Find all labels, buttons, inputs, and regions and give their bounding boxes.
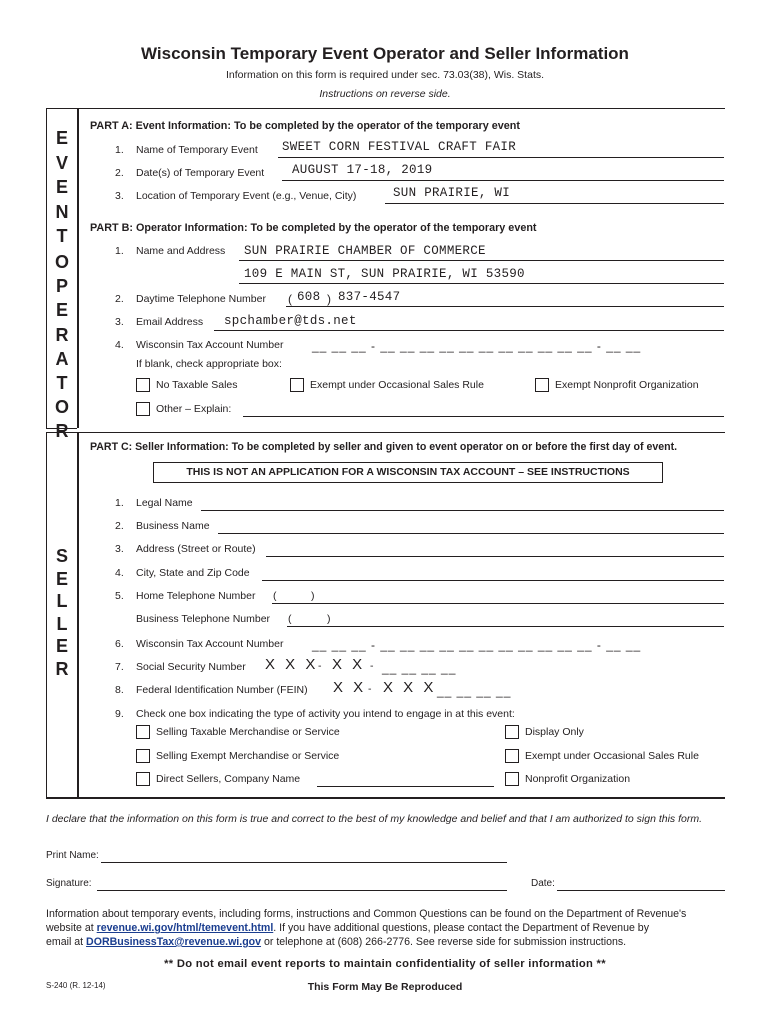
phone-close-paren: ) bbox=[327, 292, 331, 306]
ssn-sep-1: - bbox=[318, 660, 322, 672]
home-phone-field[interactable] bbox=[272, 603, 724, 604]
home-phone-open-paren: ( bbox=[273, 590, 277, 602]
operator-tax-field[interactable]: __ __ __ - __ __ __ __ __ __ __ __ __ __ __ - __ __ bbox=[312, 339, 642, 353]
legal-name-field[interactable] bbox=[201, 510, 724, 511]
part-b-num-4: 4. bbox=[115, 339, 124, 351]
partc-top bbox=[77, 432, 725, 433]
selling-taxable-checkbox[interactable] bbox=[136, 725, 150, 739]
activity-label: Check one box indicating the type of activity you intend to engage in at this event: bbox=[136, 708, 515, 720]
part-c-heading: PART C: Seller Information: To be completed by seller and given to event operator on or before the first day of event. bbox=[90, 441, 678, 453]
fein-label: Federal Identification Number (FEIN) bbox=[136, 684, 308, 696]
event-dates-label: Date(s) of Temporary Event bbox=[136, 167, 265, 179]
business-phone-close-paren: ) bbox=[327, 613, 331, 625]
business-phone-open-paren: ( bbox=[288, 613, 292, 625]
home-phone-close-paren: ) bbox=[311, 590, 315, 602]
part-a-num-2: 2. bbox=[115, 167, 124, 179]
operator-vertical-label: O P E R A T O R bbox=[54, 252, 69, 442]
address-field[interactable] bbox=[266, 556, 724, 557]
business-name-field[interactable] bbox=[218, 533, 724, 534]
exempt-occasional-seller-checkbox[interactable] bbox=[505, 749, 519, 763]
event-location-field[interactable]: SUN PRAIRIE, WI bbox=[393, 186, 511, 200]
form-id: S-240 (R. 12-14) bbox=[46, 981, 106, 990]
selling-taxable-label: Selling Taxable Merchandise or Service bbox=[156, 726, 340, 738]
operator-name-line bbox=[239, 260, 724, 261]
part-c-num-8: 8. bbox=[115, 684, 124, 696]
exempt-nonprofit-label: Exempt Nonprofit Organization bbox=[555, 379, 699, 391]
operator-phone-number[interactable]: 837-4547 bbox=[338, 290, 401, 304]
direct-sellers-checkbox[interactable] bbox=[136, 772, 150, 786]
part-c-num-5: 5. bbox=[115, 590, 124, 602]
event-dates-line bbox=[282, 180, 724, 181]
operator-address-field[interactable]: 109 E MAIN ST, SUN PRAIRIE, WI 53590 bbox=[244, 267, 525, 281]
exempt-nonprofit-checkbox[interactable] bbox=[535, 378, 549, 392]
business-phone-field[interactable] bbox=[287, 626, 724, 627]
event-name-label: Name of Temporary Event bbox=[136, 144, 258, 156]
event-vertical-label: E V E N T bbox=[55, 128, 69, 246]
outer-rule-event bbox=[46, 108, 47, 428]
business-phone-label: Business Telephone Number bbox=[136, 613, 271, 625]
email-link[interactable]: DORBusinessTax@revenue.wi.gov bbox=[86, 936, 262, 948]
seller-vertical-label: S E L L E R bbox=[55, 546, 69, 679]
ssn-mask-1: X X X bbox=[265, 656, 319, 673]
part-c-num-1: 1. bbox=[115, 497, 124, 509]
part-b-heading: PART B: Operator Information: To be completed by the operator of the temporary event bbox=[90, 222, 537, 234]
operator-email-label: Email Address bbox=[136, 316, 204, 328]
part-b-num-3: 3. bbox=[115, 316, 124, 328]
operator-email-field[interactable]: spchamber@tds.net bbox=[224, 314, 357, 328]
event-dates-field[interactable]: AUGUST 17-18, 2019 bbox=[292, 163, 433, 177]
declaration-text: I declare that the information on this form is true and correct to the best of my knowledge and belief and that I am authorized to sign this form. bbox=[46, 813, 703, 825]
legal-name-label: Legal Name bbox=[136, 497, 193, 509]
print-name-label: Print Name: bbox=[46, 850, 99, 861]
exempt-occasional-label: Exempt under Occasional Sales Rule bbox=[310, 379, 484, 391]
operator-tax-label: Wisconsin Tax Account Number bbox=[136, 339, 284, 351]
event-name-line bbox=[278, 157, 724, 158]
fein-mask-2: X X X bbox=[383, 679, 437, 696]
seller-tax-field[interactable]: __ __ __ - __ __ __ __ __ __ __ __ __ __ __ - __ __ bbox=[312, 638, 642, 652]
signature-field[interactable] bbox=[97, 890, 507, 891]
event-location-label: Location of Temporary Event (e.g., Venue, City) bbox=[136, 190, 357, 202]
operator-name-label: Name and Address bbox=[136, 245, 226, 257]
operator-address-line bbox=[239, 283, 724, 284]
instructions-note: Instructions on reverse side. bbox=[319, 88, 451, 100]
signature-label: Signature: bbox=[46, 878, 92, 889]
part-b-num-1: 1. bbox=[115, 245, 124, 257]
top-border bbox=[46, 108, 725, 109]
no-taxable-sales-label: No Taxable Sales bbox=[156, 379, 238, 391]
info-line-2: website at revenue.wi.gov/html/temevent.html. If you have additional questions, please contact the Department of Revenue by bbox=[46, 922, 649, 934]
part-c-num-6: 6. bbox=[115, 638, 124, 650]
left-rule-seller bbox=[77, 432, 79, 797]
info-line-1: Information about temporary events, including forms, instructions and Common Questions can be found on the Department of Revenue's bbox=[46, 908, 687, 920]
event-location-line bbox=[385, 203, 724, 204]
business-name-label: Business Name bbox=[136, 520, 210, 532]
operator-phone-area[interactable]: 608 bbox=[297, 290, 321, 304]
nonprofit-checkbox[interactable] bbox=[505, 772, 519, 786]
operator-name-field[interactable]: SUN PRAIRIE CHAMBER OF COMMERCE bbox=[244, 244, 486, 258]
date-field[interactable] bbox=[557, 890, 725, 891]
exempt-occasional-checkbox[interactable] bbox=[290, 378, 304, 392]
temporary-events-link[interactable]: revenue.wi.gov/html/temevent.html bbox=[96, 922, 274, 934]
confidentiality-warning: ** Do not email event reports to maintain confidentiality of seller information ** bbox=[164, 958, 606, 970]
seller-bottom bbox=[46, 797, 725, 799]
seller-tax-label: Wisconsin Tax Account Number bbox=[136, 638, 284, 650]
selling-exempt-checkbox[interactable] bbox=[136, 749, 150, 763]
if-blank-label: If blank, check appropriate box: bbox=[136, 358, 282, 370]
operator-phone-label: Daytime Telephone Number bbox=[136, 293, 266, 305]
other-checkbox[interactable] bbox=[136, 402, 150, 416]
operator-email-line bbox=[214, 330, 724, 331]
nonprofit-label: Nonprofit Organization bbox=[525, 773, 631, 785]
left-rule-event bbox=[77, 108, 79, 428]
print-name-field[interactable] bbox=[101, 862, 507, 863]
address-label: Address (Street or Route) bbox=[136, 543, 256, 555]
part-a-num-3: 3. bbox=[115, 190, 124, 202]
part-c-num-2: 2. bbox=[115, 520, 124, 532]
info-line-3: email at DORBusinessTax@revenue.wi.gov or telephone at (608) 266-2776. See reverse side for submission instructions. bbox=[46, 936, 627, 948]
exempt-occasional-seller-label: Exempt under Occasional Sales Rule bbox=[525, 750, 699, 762]
operator-phone-line bbox=[286, 306, 724, 307]
ssn-mask-2: X X bbox=[332, 656, 366, 673]
city-state-zip-field[interactable] bbox=[262, 580, 724, 581]
city-state-zip-label: City, State and Zip Code bbox=[136, 567, 250, 579]
home-phone-label: Home Telephone Number bbox=[136, 590, 256, 602]
date-label: Date: bbox=[531, 878, 555, 889]
fein-mask-1: X X bbox=[333, 679, 367, 696]
phone-open-paren: ( bbox=[288, 292, 292, 306]
form-subtitle: Information on this form is required under sec. 73.03(38), Wis. Stats. bbox=[225, 69, 545, 81]
display-only-checkbox[interactable] bbox=[505, 725, 519, 739]
display-only-label: Display Only bbox=[525, 726, 584, 738]
company-name-field[interactable] bbox=[317, 786, 494, 787]
form-title: Wisconsin Temporary Event Operator and Seller Information bbox=[141, 44, 629, 63]
part-c-num-7: 7. bbox=[115, 661, 124, 673]
no-taxable-sales-checkbox[interactable] bbox=[136, 378, 150, 392]
ssn-sep-2: - bbox=[370, 660, 374, 672]
part-a-heading: PART A: Event Information: To be completed by the operator of the temporary event bbox=[90, 120, 520, 132]
outer-rule-seller bbox=[46, 432, 47, 797]
event-name-field[interactable]: SWEET CORN FESTIVAL CRAFT FAIR bbox=[282, 140, 517, 154]
direct-sellers-label: Direct Sellers, Company Name bbox=[156, 773, 301, 785]
part-b-num-2: 2. bbox=[115, 293, 124, 305]
part-c-num-4: 4. bbox=[115, 567, 124, 579]
other-explain-label: Other – Explain: bbox=[156, 403, 232, 415]
not-application-notice: THIS IS NOT AN APPLICATION FOR A WISCONSIN TAX ACCOUNT – SEE INSTRUCTIONS bbox=[153, 462, 663, 483]
part-a-num-1: 1. bbox=[115, 144, 124, 156]
reproduce-note: This Form May Be Reproduced bbox=[307, 981, 463, 993]
ssn-label: Social Security Number bbox=[136, 661, 246, 673]
fein-field[interactable]: __ __ __ __ bbox=[437, 684, 512, 698]
part-c-num-9: 9. bbox=[115, 708, 124, 720]
ssn-field[interactable]: __ __ __ __ bbox=[382, 661, 457, 675]
other-explain-line[interactable] bbox=[243, 416, 724, 417]
part-c-num-3: 3. bbox=[115, 543, 124, 555]
fein-sep: - bbox=[368, 683, 372, 695]
selling-exempt-label: Selling Exempt Merchandise or Service bbox=[156, 750, 340, 762]
